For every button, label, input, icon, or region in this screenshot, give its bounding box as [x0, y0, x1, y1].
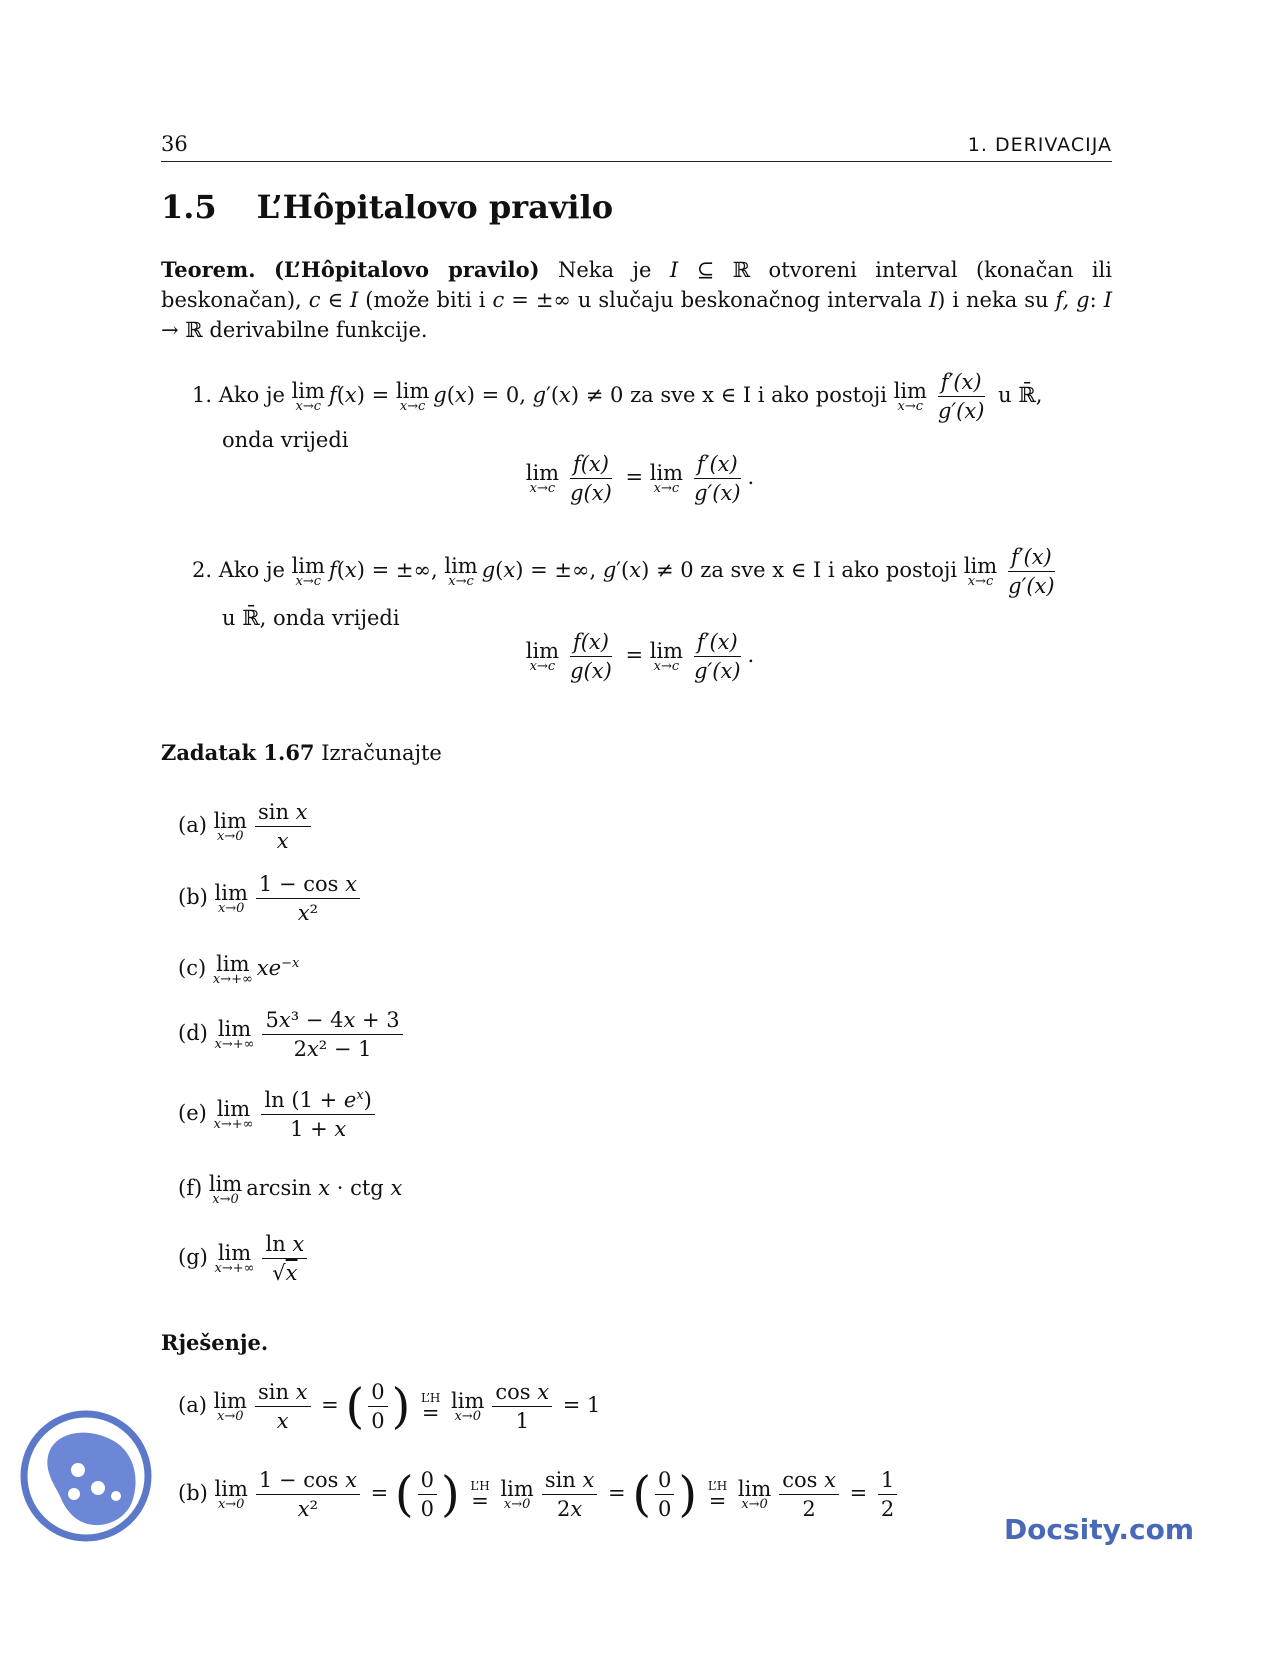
chapter-title: 1. DERIVACIJA [967, 134, 1112, 156]
solution-part-a: (a) lim x→0 $\frac{\text{sin x}}{x}$ = ( $\frac{0}{0}$ ) L’H = lim x→0 $\frac{\text{cos x}}{1}$ = 1 [178, 1378, 601, 1435]
item-text: Ako je [218, 383, 285, 407]
theorem-text: ) i neka su [937, 288, 1049, 312]
item-continuation: onda vrijedi [222, 428, 349, 452]
solution-label: Rješenje. [161, 1330, 269, 1355]
task-part-a: (a) lim x→0 $\frac{\text{sin x}}{x}$ [178, 800, 315, 853]
part-marker: (a) [178, 813, 207, 837]
theorem-label: Teorem. [161, 257, 256, 282]
lhopital-label: L’H [707, 1478, 728, 1493]
section-title: L’Hôpitalovo pravilo [256, 188, 614, 226]
item-text: Ako je [218, 558, 285, 582]
page-number: 36 [161, 132, 188, 156]
lhopital-label: L’H [420, 1390, 441, 1405]
header-rule [161, 161, 1112, 162]
theorem-paragraph: Teorem. (L’Hôpitalovo pravilo) Neka je I ⊆ ℝ otvoreni interval (konačan ili beskonačan), c ∈ I (može biti i c = ±∞ u slučaju beskonačnog intervala I) i neka su f, g: I → ℝ derivabilne funkcije. [161, 257, 1112, 342]
task-part-e: (e) lim x→+∞ $\frac{\ln (1 + e^x)}{1 + x}$ [178, 1088, 379, 1141]
part-marker: (e) [178, 1101, 207, 1125]
task-part-g: (g) lim x→+∞ $\frac{\text{ln x}}{√x}$ [178, 1232, 311, 1285]
item-marker: 1. [192, 383, 213, 407]
task-text: Izračunajte [321, 741, 442, 765]
item-marker: 2. [192, 558, 213, 582]
solution-part-b: (b) lim x→0 $\frac{\text{1 − cos x}}{\text{x²}}$ = ( $\frac{0}{0}$ ) L’H = lim x→0 $\frac{\text{sin x}}{2x}$ = ( $\frac{0}{0}$ ) L’H = lim x→0 $\frac{\text{cos x}}{2}$ = $\frac{1}{2}$ [178, 1468, 901, 1521]
section-number: 1.5 [161, 188, 217, 226]
item-text: u [998, 383, 1012, 407]
part-marker: (a) [178, 1393, 207, 1417]
item-text: za sve x ∈ I i ako postoji [630, 383, 887, 407]
lhopital-label: L’H [470, 1478, 490, 1493]
docsity-logo-icon [20, 1410, 152, 1542]
part-marker: (b) [178, 885, 208, 909]
theorem-text: Neka je [557, 258, 652, 282]
theorem-name: (L’Hôpitalovo pravilo) [274, 257, 540, 282]
part-marker: (c) [178, 956, 207, 980]
task-heading [161, 740, 442, 765]
task-part-c: (c) lim x→+∞ $xe^{-x}$ [178, 952, 300, 987]
theorem-item-1: 1. Ako je lim x→c f(x) = lim x→c g(x) = 0, g′(x) ≠ 0 za sve x ∈ I i ako postoji lim x→c $\frac{f'(x)}{g'(x)}$ u ℝ̄, [192, 370, 1043, 423]
theorem-text: (može biti i [365, 288, 486, 312]
part-marker: (b) [178, 1481, 208, 1505]
formula-1: lim x→c $\frac{f(x)}{g(x)}$ = lim x→c $\frac{f'(x)}{g'(x)}$ . [525, 452, 755, 505]
theorem-text: derivabilne funkcije. [209, 318, 428, 342]
docsity-watermark[interactable]: Docsity.com [1003, 1513, 1194, 1546]
task-label: Zadatak 1.67 [161, 740, 315, 765]
theorem-text: otvoreni interval (konačan ili beskonačan), [161, 258, 1112, 312]
task-part-f: (f) lim x→0 arcsin x · ctg x [178, 1172, 403, 1207]
item-text: , onda vrijedi [259, 606, 400, 630]
item-continuation: u ℝ̄, onda vrijedi [222, 606, 400, 630]
part-marker: (f) [178, 1176, 203, 1200]
item-text: za sve x ∈ I i ako postoji [700, 558, 958, 582]
task-part-b: (b) lim x→0 $\frac{\text{1 − cos x}}{\text{x²}}$ [178, 872, 364, 925]
part-marker: (g) [178, 1245, 208, 1269]
formula-2: lim x→c $\frac{f(x)}{g(x)}$ = lim x→c $\frac{f'(x)}{g'(x)}$ . [525, 630, 755, 683]
item-text: u [222, 606, 236, 630]
part-marker: (d) [178, 1021, 208, 1045]
theorem-item-2: 2. Ako je lim x→c f(x) = ±∞, lim x→c g(x) = ±∞, g′(x) ≠ 0 za sve x ∈ I i ako postoji lim x→c $\frac{f'(x)}{g'(x)}$ [192, 545, 1055, 598]
task-part-d: (d) lim x→+∞ $\frac{\text{5x³ − 4x + 3}}{\text{2x² − 1}}$ [178, 1008, 407, 1061]
theorem-text: u slučaju beskonačnog intervala [577, 288, 922, 312]
section-heading [161, 188, 613, 226]
